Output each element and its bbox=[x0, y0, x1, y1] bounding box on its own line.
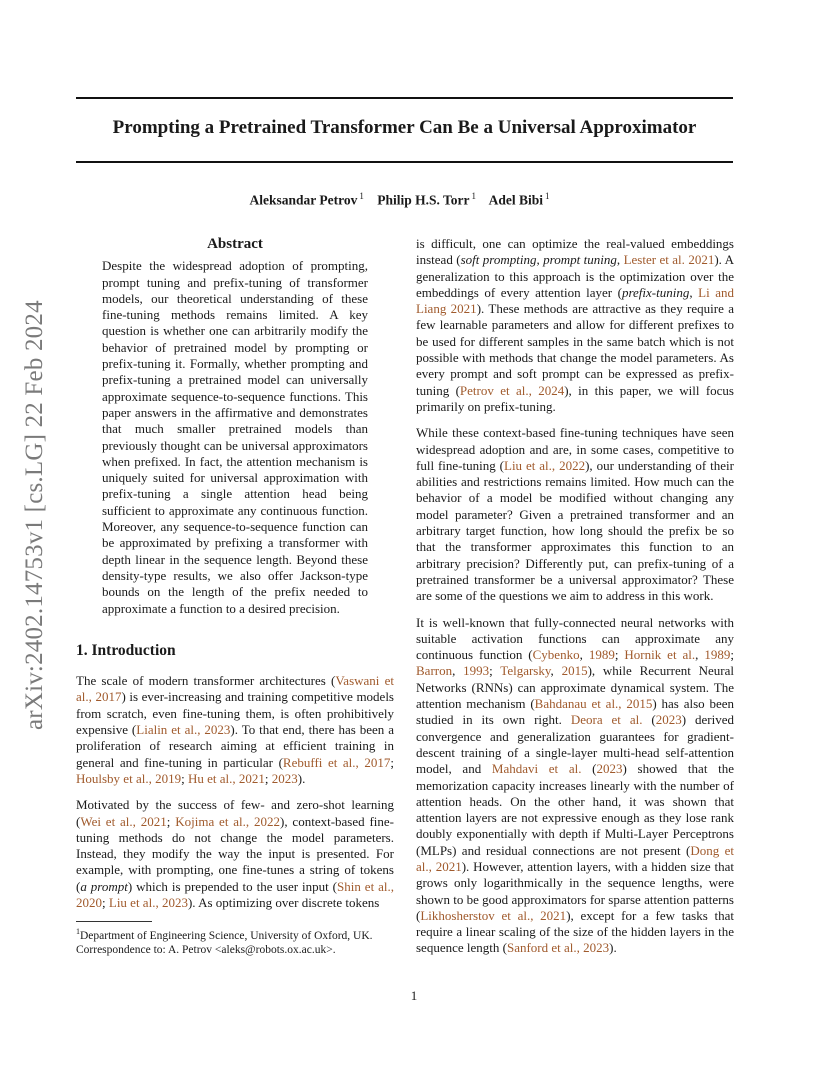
citation-link[interactable]: Hu et al., 2021 bbox=[187, 770, 265, 786]
text-run: ). These methods are attractive as they require a few learnable parameters and allow for different prefixes to be used for different samples in the same batch which is not possible with methods that change the model parameters. As every prompt and soft prompt can be expressed as prefix-tuning ( bbox=[416, 301, 734, 398]
citation-link[interactable]: Telgarsky bbox=[500, 663, 551, 679]
affiliation-mark: 1 bbox=[545, 191, 550, 201]
author-name: Aleksandar Petrov bbox=[249, 192, 358, 208]
citation-link[interactable]: Li and Liang 2021 bbox=[416, 284, 734, 317]
text-run: ), our understanding of their abilities and restrictions remains limited. How much can the behavior of a model be modified without changing any model parameter? Given a pretrained transformer and an arbitrary target function, how long should the prefix be so that the transformer approximates this function to an arbitrary precision? Differently put, can prefix-tuning of a pretrained transformer be a universal approximator? These are some of the questions we aim to address in this work. bbox=[416, 457, 734, 604]
text-run: ). bbox=[609, 940, 617, 956]
text-run: ) is ever-increasing and training competitive models from scratch, even fine-tuning them, is often prohibitively expensive ( bbox=[76, 689, 394, 738]
text-run: ; bbox=[489, 663, 501, 679]
left-column bbox=[76, 236, 394, 957]
text-run: ) derived convergence and generalization guarantees for gradient-descent training of a single-layer multi-head self-attention model, and bbox=[416, 712, 734, 777]
abstract-heading: Abstract bbox=[207, 236, 263, 252]
right-column bbox=[416, 236, 734, 967]
text-run: , bbox=[695, 647, 705, 663]
footnote-mark: 1 bbox=[76, 927, 80, 937]
text-run: ; bbox=[102, 894, 109, 910]
intro-paragraph-3 bbox=[416, 236, 734, 415]
text-run: ). A generalization to this approach is the optimization over the embeddings of every attention layer ( bbox=[416, 252, 735, 300]
citation-link[interactable]: Liu et al., 2023 bbox=[108, 894, 188, 910]
author-name: Philip H.S. Torr bbox=[377, 192, 470, 208]
text-run: ) showed that the memorization capacity increases linearly with the number of attention heads. On the other hand, it was shown that attention layers are not expressive enough as they lose rank doubly exponentially with depth if Multi-Layer Perceptrons (MLPs) and residual connections are not present ( bbox=[416, 761, 734, 858]
citation-link[interactable]: Rebuffi et al., 2017 bbox=[282, 754, 391, 770]
citation-link[interactable]: Dong et al., 2021 bbox=[416, 842, 734, 874]
text-run: ), while Recurrent Neural Networks (RNNs) can approximate dynamical system. The attention mechanism ( bbox=[416, 663, 734, 712]
text-run: ), in this paper, we will focus primarily on prefix-tuning. bbox=[416, 382, 734, 414]
footnote-text: Department of Engineering Science, University of Oxford, UK. Correspondence to: A. Petrov <aleks@robots.ox.ac.uk>. bbox=[76, 930, 373, 957]
footnote bbox=[76, 925, 394, 957]
citation-link[interactable]: Bahdanau et al., 2015 bbox=[534, 696, 653, 712]
affiliation-mark: 1 bbox=[359, 191, 364, 201]
title-rule-top bbox=[76, 97, 733, 99]
citation-link[interactable]: 2023 bbox=[596, 761, 623, 777]
emphasis-text: prefix-tuning bbox=[621, 284, 690, 300]
citation-link[interactable]: 1989 bbox=[588, 647, 615, 663]
text-run: ; bbox=[166, 813, 176, 829]
text-run: ). However, attention layers, with a hidden size that grows only logarithmically in the sequence lengths, were shown to be good approximators for sparse attention patterns ( bbox=[416, 858, 735, 923]
text-run: Motivated by the success of few- and zero-shot learning ( bbox=[76, 797, 394, 829]
text-run: It is well-known that fully-connected neural networks with suitable activation functions can approximate any continuous function ( bbox=[416, 614, 734, 663]
section-heading-introduction: 1. Introduction bbox=[76, 641, 176, 659]
text-run: ) has also been studied in its own right. bbox=[416, 696, 734, 728]
text-run: ; bbox=[390, 754, 394, 770]
author-list bbox=[76, 191, 733, 209]
citation-link[interactable]: Houlsby et al., 2019 bbox=[76, 770, 182, 786]
text-run: ( bbox=[581, 761, 597, 777]
title-rule-bottom bbox=[76, 161, 733, 163]
text-run: ). As optimizing over discrete tokens bbox=[187, 894, 380, 910]
citation-link[interactable]: Deora et al. bbox=[570, 712, 643, 728]
text-run: , bbox=[616, 252, 624, 268]
citation-link[interactable]: Petrov et al., 2024 bbox=[459, 382, 565, 398]
emphasis-text: a prompt bbox=[80, 878, 128, 894]
paper-title: Prompting a Pretrained Transformer Can Be a Universal Approximator bbox=[112, 117, 697, 138]
author-name: Adel Bibi bbox=[488, 192, 544, 208]
citation-link[interactable]: Shin et al., 2020 bbox=[76, 878, 395, 910]
text-run: ). bbox=[297, 770, 306, 786]
text-run: , bbox=[579, 647, 589, 663]
text-run: ; bbox=[614, 647, 625, 663]
text-run: , bbox=[452, 663, 464, 679]
citation-link[interactable]: Kojima et al., 2022 bbox=[175, 813, 281, 829]
citation-link[interactable]: 2023 bbox=[271, 770, 298, 786]
text-run: , bbox=[689, 284, 699, 300]
citation-link[interactable]: Likhosherstov et al., 2021 bbox=[420, 907, 567, 923]
text-run: ), context-based fine-tuning methods do not change the model parameters. Instead, they modify the way the input is presented. For example, with prompting, one fine-tunes a string of tokens ( bbox=[76, 813, 395, 894]
text-run: ) which is prepended to the user input ( bbox=[127, 878, 338, 894]
citation-link[interactable]: Cybenko bbox=[532, 647, 580, 663]
citation-link[interactable]: 1989 bbox=[704, 647, 731, 663]
text-run: is difficult, one can optimize the real-valued embeddings instead ( bbox=[416, 236, 734, 268]
text-run: ; bbox=[264, 770, 272, 786]
text-run: The scale of modern transformer architectures ( bbox=[76, 673, 336, 689]
text-run: While these context-based fine-tuning techniques have seen widespread adoption and are, in some cases, competitive to full fine-tuning ( bbox=[416, 425, 734, 473]
citation-link[interactable]: Sanford et al., 2023 bbox=[506, 940, 610, 956]
text-run: ; bbox=[181, 770, 188, 786]
citation-link[interactable]: Lester et al. 2021 bbox=[623, 252, 715, 268]
intro-paragraph-4 bbox=[416, 425, 734, 604]
citation-link[interactable]: Liu et al., 2022 bbox=[504, 457, 586, 473]
citation-link[interactable]: Lialin et al., 2023 bbox=[136, 722, 231, 738]
arxiv-identifier-stamp: arXiv:2402.14753v1 [cs.LG] 22 Feb 2024 bbox=[21, 300, 48, 730]
page-number: 1 bbox=[410, 988, 418, 1003]
text-run: ; bbox=[730, 647, 735, 663]
text-run: ( bbox=[642, 712, 656, 728]
citation-link[interactable]: 1993 bbox=[463, 663, 490, 679]
text-run: ), except for a few tasks that require a linear scaling of the size of the hidden layers in the sequence length ( bbox=[416, 907, 734, 956]
intro-paragraph-1 bbox=[76, 673, 394, 787]
intro-paragraph-2 bbox=[76, 797, 394, 911]
intro-paragraph-5 bbox=[416, 615, 734, 957]
footnote-rule bbox=[76, 921, 152, 922]
emphasis-text: soft prompting, prompt tuning bbox=[460, 252, 617, 268]
citation-link[interactable]: Mahdavi et al. bbox=[491, 761, 582, 777]
text-run: , bbox=[550, 663, 562, 679]
citation-link[interactable]: Barron bbox=[416, 663, 453, 679]
citation-link[interactable]: 2015 bbox=[561, 663, 588, 679]
citation-link[interactable]: Hornik et al. bbox=[624, 647, 696, 663]
citation-link[interactable]: Wei et al., 2021 bbox=[80, 813, 167, 829]
abstract-text: Despite the widespread adoption of prompting, prompt tuning and prefix-tuning of transformer models, our theoretical understanding of these fine-tuning methods remains limited. A key question is whether one can arbitrarily modify the behavior of pretrained model by prompting or prefix-tuning it. Formally, whether prompting and prefix-tuning a pretrained model can universally approximate sequence-to-sequence functions. This paper answers in the affirmative and demonstrates that much smaller pretrained models than previously thought can be universal approximators when prefixed. In fact, the attention mechanism is uniquely suited for universal approximation with prefix-tuning a single attention head being sufficient to approximate any continuous function. Moreover, any sequence-to-sequence function can be approximated by prefixing a transformer with depth linear in the sequence length. Beyond these density-type results, we also offer Jackson-type bounds on the length of the prefix needed to approximate a function to a desired precision. bbox=[102, 258, 368, 616]
citation-link[interactable]: Vaswani et al., 2017 bbox=[76, 673, 394, 705]
affiliation-mark: 1 bbox=[471, 191, 476, 201]
citation-link[interactable]: 2023 bbox=[655, 712, 682, 728]
text-run: ). To that end, there has been a proliferation of research aiming at efficient training in general and fine-tuning in particular ( bbox=[76, 722, 395, 770]
